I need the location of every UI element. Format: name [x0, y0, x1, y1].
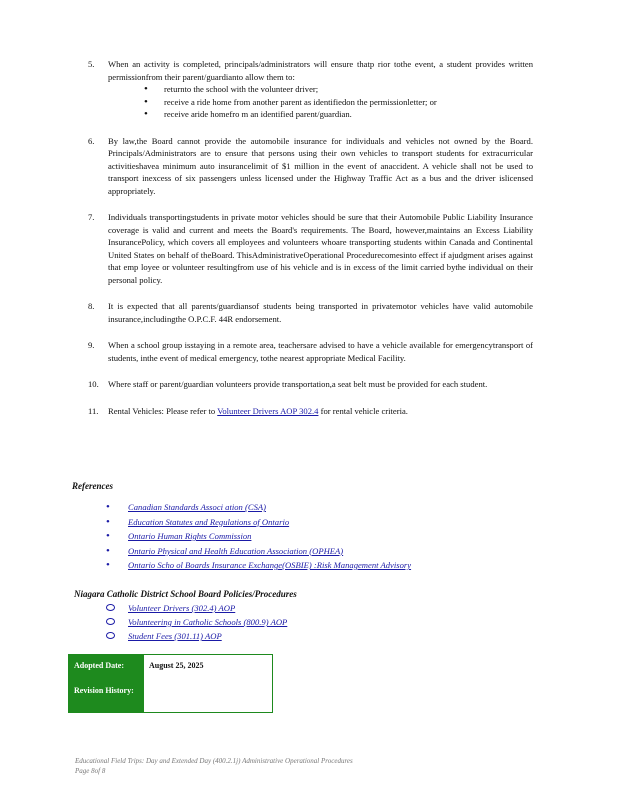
volunteer-drivers-link[interactable]: Volunteer Drivers AOP 302.4: [217, 405, 319, 416]
adoption-table: [68, 654, 273, 713]
reference-link[interactable]: Ontario Scho ol Boards Insurance Exchange(OSBIE) :Risk Management Advisory: [128, 560, 412, 570]
page-number: Page 8of 8: [75, 767, 106, 775]
adopted-date-value: August 25, 2025: [149, 661, 204, 670]
policy-link[interactable]: Volunteering in Catholic Schools (800.9) AOP: [128, 617, 288, 627]
list-item-10: [88, 378, 533, 391]
item-number: 7.: [88, 212, 95, 222]
item-text: It is expected that all parents/guardiansof students being transported in privatemotor vehicles have valid automobile insurance,includingthe O.P.C.F. 44R endorsement.: [108, 301, 533, 324]
item-number: 11.: [88, 405, 99, 416]
item-text: Rental Vehicles: Please refer to: [108, 405, 216, 416]
item-number: 8.: [88, 301, 95, 311]
item-text: Where staff or parent/guardian volunteers provide transportation,a seat belt must be provided for each student.: [108, 379, 488, 389]
reference-link[interactable]: Education Statutes and Regulations of Ontario: [128, 516, 290, 527]
list-item-7: [88, 211, 533, 286]
item-text: Individuals transportingstudents in private motor vehicles should be sure that their Automobile Public Liability Insurance coverage is valid and current and meets the Board's requirements. The Board, however,maintains an Excess Liability InsurancePolicy, which covers all employees and volunteers whoare transporting students within Canada and Continental United States on behalf of theBoard. ThisAdministrativeOperational Procedurecomesinto effect if ajudgment arises against that emp loyee or volunteer resultingfrom use of his vehicle and is in excess of the limit carried bythe individual on their personal policy.: [108, 212, 533, 285]
sub-list-item: • receive aride homefro m an identified parent/guardian.: [144, 108, 533, 121]
reference-link[interactable]: Canadian Standards Associ ation (CSA): [128, 502, 266, 512]
adopted-date-label: Adopted Date:: [74, 661, 124, 670]
footer-title: Educational Field Trips: Day and Extended Day (400.2.1j) Administrative Operational Procedures: [75, 757, 353, 765]
policy-link[interactable]: Volunteer Drivers (302.4) AOP: [128, 603, 236, 613]
item-text: for rental vehicle criteria.: [320, 405, 408, 416]
item-number: 6.: [88, 135, 95, 146]
item-number: 5.: [88, 59, 95, 69]
item-text: By law,the Board cannot provide the automobile insurance for individuals and vehicles not owned by the Board. Principals/Administrators are to ensure that persons using their own vehicles to transport students for extracurricular activitieshavea minimum auto insurancelimit of $1 million in the event of anaccident. A vehicle shall not be used to transport inexcess of six passengers unless licensed under the Highway Traffic Act as a bus and the driver islicensed appropriately.: [108, 135, 533, 196]
list-item-5: [88, 58, 533, 121]
sub-list-item: • receive a ride home from another parent as identifiedon the permissionletter; or: [144, 96, 533, 109]
item-text: When an activity is completed, principals/administrators will ensure thatp rior tothe event, a student provides written permissionfrom their parent/guardianto allow them to:: [108, 59, 533, 82]
references-list: [106, 500, 411, 573]
sub-list: [108, 83, 533, 121]
sub-list-item: • returnto the school with the volunteer driver;: [144, 83, 533, 96]
list-item-8: [88, 300, 533, 325]
policies-list: [106, 601, 287, 643]
page-footer: [75, 756, 353, 776]
list-item-6: [88, 135, 533, 198]
reference-link[interactable]: Ontario Human Rights Commission: [128, 531, 252, 541]
revision-history-label: Revision History:: [74, 686, 134, 695]
item-number: 10.: [88, 379, 99, 389]
policies-heading: Niagara Catholic District School Board Policies/Procedures: [74, 589, 297, 599]
list-item-11: [88, 405, 533, 418]
list-item-9: [88, 339, 533, 364]
reference-link[interactable]: Ontario Physical and Health Education Association (OPHEA): [128, 545, 344, 556]
procedure-list: [88, 58, 533, 431]
item-text: When a school group isstaying in a remote area, teachersare advised to have a vehicle available for emergencytransport of students, inthe event of medical emergency, tothe nearest appropriate Medical Facility.: [108, 340, 533, 363]
policy-link[interactable]: Student Fees (301.11) AOP: [128, 631, 222, 641]
item-number: 9.: [88, 340, 95, 350]
references-heading: References: [72, 481, 113, 491]
